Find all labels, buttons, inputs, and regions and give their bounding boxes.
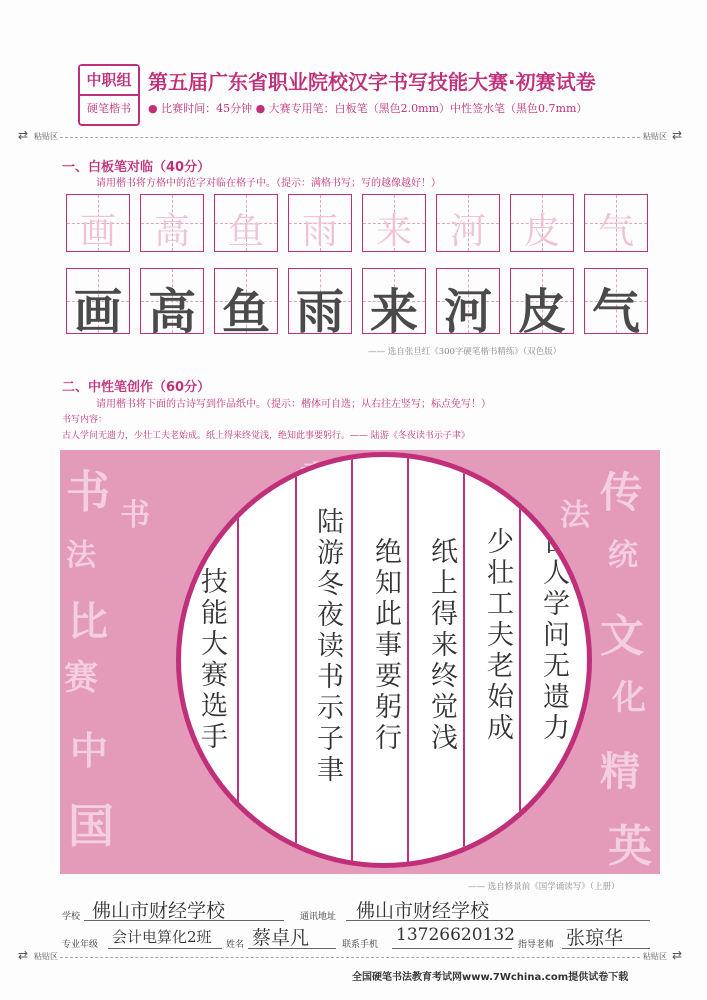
section2-source: —— 选自修景前《国学诵读写》（上册） — [468, 882, 620, 892]
model-box — [510, 194, 574, 252]
written-char: 河 — [443, 284, 492, 340]
major-label: 专业年级 — [62, 940, 99, 950]
decoration-char: 法 — [66, 538, 96, 573]
underline — [248, 948, 336, 949]
bind-mark-icon: ⇄ — [672, 948, 683, 962]
badge-style: 硬笔楷书 — [87, 102, 131, 115]
decoration-char: 法 — [560, 498, 590, 533]
written-char: 皮 — [517, 284, 566, 340]
exam-rules: ● 比赛时间：45分钟 ● 大赛专用笔：白板笔（黑色2.0mm）中性签水笔（黑色0.7mm） — [148, 102, 588, 115]
writing-box — [66, 268, 130, 340]
model-char: 画 — [79, 211, 116, 252]
bind-label: 粘贴区 — [34, 132, 58, 141]
poem-text: 古人学问无遗力，少壮工夫老始成。纸上得来终觉浅，绝知此事要躬行。—— 陆游《冬夜读书示子聿》 — [62, 431, 470, 441]
section1-instruction: 请用楷书将方格中的范字对临在格子中。（提示：满格书写；写的越像越好！） — [96, 178, 441, 189]
model-char: 高 — [153, 211, 190, 252]
teacher-value: 张琼华 — [566, 927, 624, 949]
name-value: 蔡卓凡 — [252, 927, 310, 949]
content-label: 书写内容： — [62, 415, 108, 425]
model-box — [140, 194, 204, 252]
bind-label: 粘贴区 — [34, 952, 58, 961]
phone-label: 联系手机 — [342, 940, 379, 950]
writing-box — [584, 268, 648, 340]
writing-box — [140, 268, 204, 340]
bind-label: 粘贴区 — [643, 952, 667, 961]
decoration-char: 书 — [66, 467, 110, 518]
poem-column: 少壮工夫老始成 — [482, 527, 513, 744]
model-box — [584, 194, 648, 252]
address-label: 通讯地址 — [300, 912, 337, 922]
model-char: 皮 — [523, 211, 560, 252]
model-char: 雨 — [301, 211, 338, 252]
address-value: 佛山市财经学校 — [356, 900, 490, 922]
writing-box — [288, 268, 352, 340]
column-line — [295, 457, 297, 863]
model-char: 鱼 — [227, 211, 264, 252]
bind-label: 粘贴区 — [643, 132, 667, 141]
written-char: 来 — [369, 284, 418, 340]
decoration-char: 中 — [70, 728, 109, 773]
written-char: 气 — [591, 284, 640, 340]
column-line — [407, 457, 409, 863]
section1-source: —— 选自张旦红《300字硬笔楷书精练》（双色版） — [368, 347, 562, 357]
written-char: 高 — [147, 284, 196, 340]
column-line — [463, 457, 465, 863]
poem-column: 技能大赛选手 — [196, 567, 227, 753]
divider — [60, 957, 640, 958]
school-value: 佛山市财经学校 — [92, 900, 226, 922]
decoration-char: 精 — [600, 748, 640, 795]
decoration-char: 赛 — [64, 658, 98, 698]
decoration-char: 书 — [120, 498, 150, 533]
section2-instruction: 请用楷书将下面的古诗写到作品纸中。（提示：楷体可自选；从右往左竖写；标点免写！） — [96, 399, 491, 410]
bind-mark-icon: ⇄ — [18, 128, 29, 142]
model-char: 气 — [597, 211, 634, 252]
decoration-char: 英 — [608, 821, 652, 872]
model-box — [288, 194, 352, 252]
model-box — [362, 194, 426, 252]
decoration-char: 国 — [68, 799, 114, 853]
writing-box — [436, 268, 500, 340]
model-box — [214, 194, 278, 252]
bind-mark-icon: ⇄ — [672, 128, 683, 142]
poem-column: 纸上得来终觉浅 — [426, 537, 457, 754]
underline — [346, 920, 650, 921]
underline — [562, 948, 650, 949]
column-line — [237, 457, 239, 863]
divider — [60, 137, 640, 138]
written-char: 鱼 — [221, 284, 270, 340]
poem-column: 古人学问无遗力 — [538, 527, 569, 744]
written-char: 雨 — [295, 284, 344, 340]
section1-title: 一、白板笔对临（40分） — [62, 160, 211, 175]
model-box — [436, 194, 500, 252]
bind-mark-icon: ⇄ — [18, 948, 29, 962]
model-char: 河 — [449, 211, 486, 252]
underline — [108, 948, 222, 949]
underline — [392, 948, 512, 949]
writing-box — [214, 268, 278, 340]
writing-box — [362, 268, 426, 340]
decoration-char: 比 — [68, 598, 108, 645]
work-circle — [176, 452, 592, 868]
teacher-label: 指导老师 — [518, 940, 555, 950]
badge-category: 中职组 — [80, 66, 138, 96]
footer-text: 全国硬笔书法教育考试网www.7Wchina.com提供试卷下载 — [352, 972, 629, 983]
major-value: 会计电算化2班 — [112, 928, 212, 946]
page-title: 第五届广东省职业院校汉字书写技能大赛·初赛试卷 — [148, 70, 596, 94]
section2-title: 二、中性笔创作（60分） — [62, 380, 211, 395]
written-char: 画 — [73, 284, 122, 340]
school-label: 学校 — [62, 912, 81, 922]
writing-box — [510, 268, 574, 340]
poem-column: 绝知此事要躬行 — [370, 537, 401, 754]
model-char: 来 — [375, 211, 412, 252]
name-label: 姓名 — [226, 940, 245, 950]
model-box — [66, 194, 130, 252]
phone-value: 13726620132 — [396, 925, 515, 945]
decoration-char: 化 — [612, 678, 646, 718]
decoration-char: 统 — [608, 538, 638, 573]
column-line — [351, 457, 353, 863]
decoration-char: 传 — [600, 468, 643, 517]
underline — [84, 920, 284, 921]
decoration-char: 文 — [600, 611, 644, 662]
poem-column: 陆游冬夜读书示子聿 — [312, 507, 343, 786]
column-line — [519, 457, 521, 863]
category-badge — [78, 64, 140, 126]
